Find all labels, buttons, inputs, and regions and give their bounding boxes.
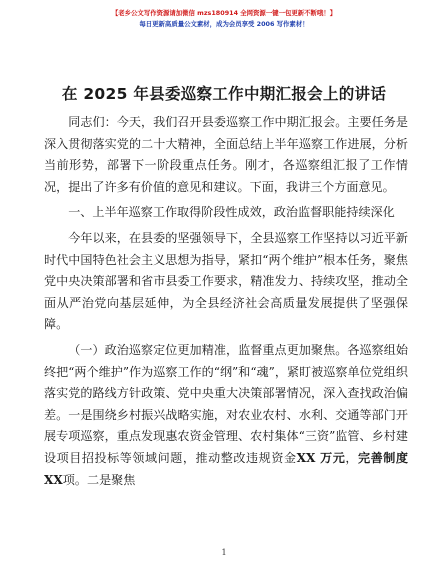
section-heading-1: 一、上半年巡察工作取得阶段性成效，政治监督职能持续深化 [68, 205, 395, 220]
promo-line-1: 【老乡公文写作资源请加微信 mzs180914 全网资源一键一包更新不断哦！】 [111, 9, 337, 17]
subsection-text-comma: ， [345, 450, 358, 465]
promo-banner [0, 8, 448, 30]
page-number: 1 [221, 548, 227, 557]
intro-paragraph: 同志们：今天，我们召开县委巡察工作中期汇报会。主要任务是深入贯彻落实党的二十大精神，全面总结上半年巡察工作进展，分析当前形势，部署下一阶段重点任务。刚才，各巡察组汇报了工作情况，提出了许多有价值的意见和建议。下面，我讲三个方面意见。 [44, 115, 408, 194]
document-title: 在 2025 年县委巡察工作中期汇报会上的讲话 [61, 85, 387, 103]
subsection-text-tail: 项。二是聚焦 [62, 472, 136, 487]
body-paragraph-2: 今年以来，在县委的坚强领导下，全县巡察工作坚持以习近平新时代中国特色社会主义思想为指导，紧扣“两个维护”根本任务，聚焦党中央决策部署和省市县委工作要求，精准发力、持续攻坚，推动全面从严治党向基层延伸，为全县经济社会高质量发展提供了坚强保障。 [44, 230, 408, 332]
emphasis-rules: 完善制度 XX [44, 450, 408, 487]
promo-line-2: 每日更新高质量公文素材，成为会员享受 2006 写作素材！ [139, 20, 309, 28]
subsection-paragraph-1 [44, 340, 408, 491]
subsection-text-lead: （一）政治巡察定位更加精准，监督重点更加聚焦。各巡察组始终把“两个维护”作为巡察工作的“纲”和“魂”，紧盯被巡察单位党组织落实党的路线方针政策、党中央重大决策部署情况，深入查找政治偏差。一是围绕乡村振兴战略实施，对农业农村、水利、交通等部门开展专项巡察，重点发现惠农资金管理、农村集体“三资”监管、乡村建设项目招投标等领域问题，推动整改违规资金 [44, 342, 408, 465]
emphasis-amount: XX 万元 [296, 450, 346, 465]
document-body [44, 112, 408, 491]
